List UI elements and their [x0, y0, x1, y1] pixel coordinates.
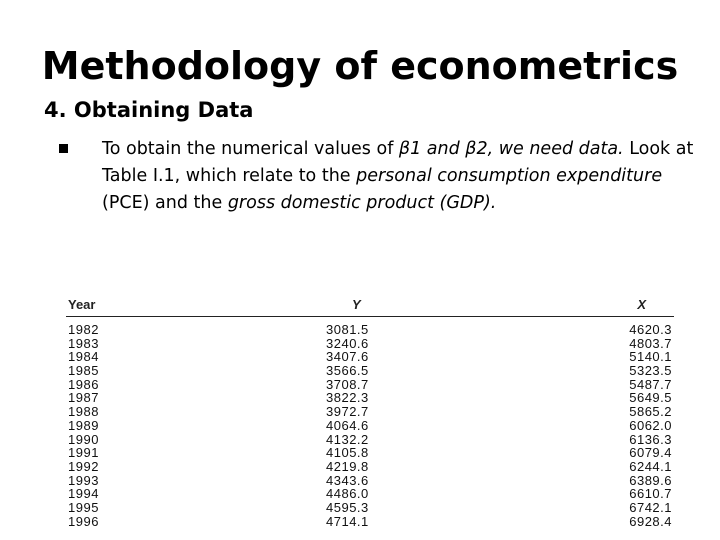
- bullet-text-part5: (PCE) and the: [102, 193, 228, 213]
- cell-y: 4219.8: [326, 458, 369, 474]
- table-row: [66, 515, 674, 529]
- cell-x: 6136.3: [629, 431, 672, 447]
- cell-x: 5649.5: [629, 390, 672, 406]
- cell-year: 1993: [68, 472, 99, 488]
- cell-year: 1985: [68, 363, 99, 379]
- cell-year: 1994: [68, 486, 99, 502]
- table-row: [66, 474, 674, 488]
- cell-y: 3240.6: [326, 335, 369, 351]
- table-row: [66, 487, 674, 501]
- bullet-text-part1: To obtain the numerical values of: [102, 139, 399, 159]
- cell-year: 1984: [68, 349, 99, 365]
- square-bullet-icon: [59, 144, 68, 153]
- cell-x: 5865.2: [629, 404, 672, 420]
- cell-x: 6079.4: [629, 445, 672, 461]
- cell-y: 4343.6: [326, 472, 369, 488]
- cell-y: 3708.7: [326, 376, 369, 392]
- table-row: [66, 501, 674, 515]
- cell-year: 1983: [68, 335, 99, 351]
- bullet-text-part6: gross domestic product (GDP).: [227, 193, 497, 213]
- bullet-text-part2: β1 and β2, we need data.: [398, 139, 624, 159]
- bullet-text-part4: personal consumption expenditure: [356, 166, 663, 186]
- cell-x: 4620.3: [629, 322, 672, 337]
- cell-x: 6928.4: [629, 513, 672, 529]
- cell-year: 1989: [68, 417, 99, 433]
- cell-y: 4595.3: [326, 499, 369, 515]
- table-row: [66, 323, 674, 337]
- cell-x: 6062.0: [629, 417, 672, 433]
- cell-year: 1982: [68, 322, 99, 337]
- table-row: [66, 378, 674, 392]
- cell-year: 1987: [68, 390, 99, 406]
- cell-year: 1986: [68, 376, 99, 392]
- cell-year: 1991: [68, 445, 99, 461]
- header-x: X: [637, 297, 646, 312]
- cell-x: 6742.1: [629, 499, 672, 515]
- table-header: [66, 297, 674, 314]
- table-row: [66, 391, 674, 405]
- table-row: [66, 446, 674, 460]
- cell-y: 3822.3: [326, 390, 369, 406]
- cell-y: 4714.1: [326, 513, 369, 529]
- cell-year: 1996: [68, 513, 99, 529]
- cell-x: 5323.5: [629, 363, 672, 379]
- table-row: [66, 433, 674, 447]
- table-row: [66, 364, 674, 378]
- header-year: Year: [68, 297, 96, 312]
- table-row: [66, 405, 674, 419]
- bullet-text: [78, 136, 698, 217]
- table-row: [66, 419, 674, 433]
- cell-y: 3407.6: [326, 349, 369, 365]
- cell-y: 3081.5: [326, 322, 369, 337]
- cell-x: 6610.7: [629, 486, 672, 502]
- table-row: [66, 350, 674, 364]
- bullet-paragraph: [78, 136, 698, 217]
- cell-y: 4132.2: [326, 431, 369, 447]
- table-row: [66, 460, 674, 474]
- cell-y: 4105.8: [326, 445, 369, 461]
- cell-y: 3972.7: [326, 404, 369, 420]
- cell-x: 6389.6: [629, 472, 672, 488]
- bullet-text-part3: Look at Table I.1, which relate to the: [102, 139, 694, 186]
- data-table: [66, 297, 674, 529]
- header-y: Y: [352, 297, 361, 312]
- cell-year: 1992: [68, 458, 99, 474]
- cell-x: 5487.7: [629, 376, 672, 392]
- table-body: [66, 323, 674, 528]
- cell-y: 3566.5: [326, 363, 369, 379]
- cell-year: 1995: [68, 499, 99, 515]
- cell-x: 6244.1: [629, 458, 672, 474]
- section-heading: 4. Obtaining Data: [44, 98, 254, 122]
- cell-year: 1988: [68, 404, 99, 420]
- cell-x: 5140.1: [629, 349, 672, 365]
- cell-year: 1990: [68, 431, 99, 447]
- cell-x: 4803.7: [629, 335, 672, 351]
- slide-title: Methodology of econometrics: [41, 44, 679, 88]
- header-rule: [66, 316, 674, 317]
- table-row: [66, 337, 674, 351]
- cell-y: 4486.0: [326, 486, 369, 502]
- cell-y: 4064.6: [326, 417, 369, 433]
